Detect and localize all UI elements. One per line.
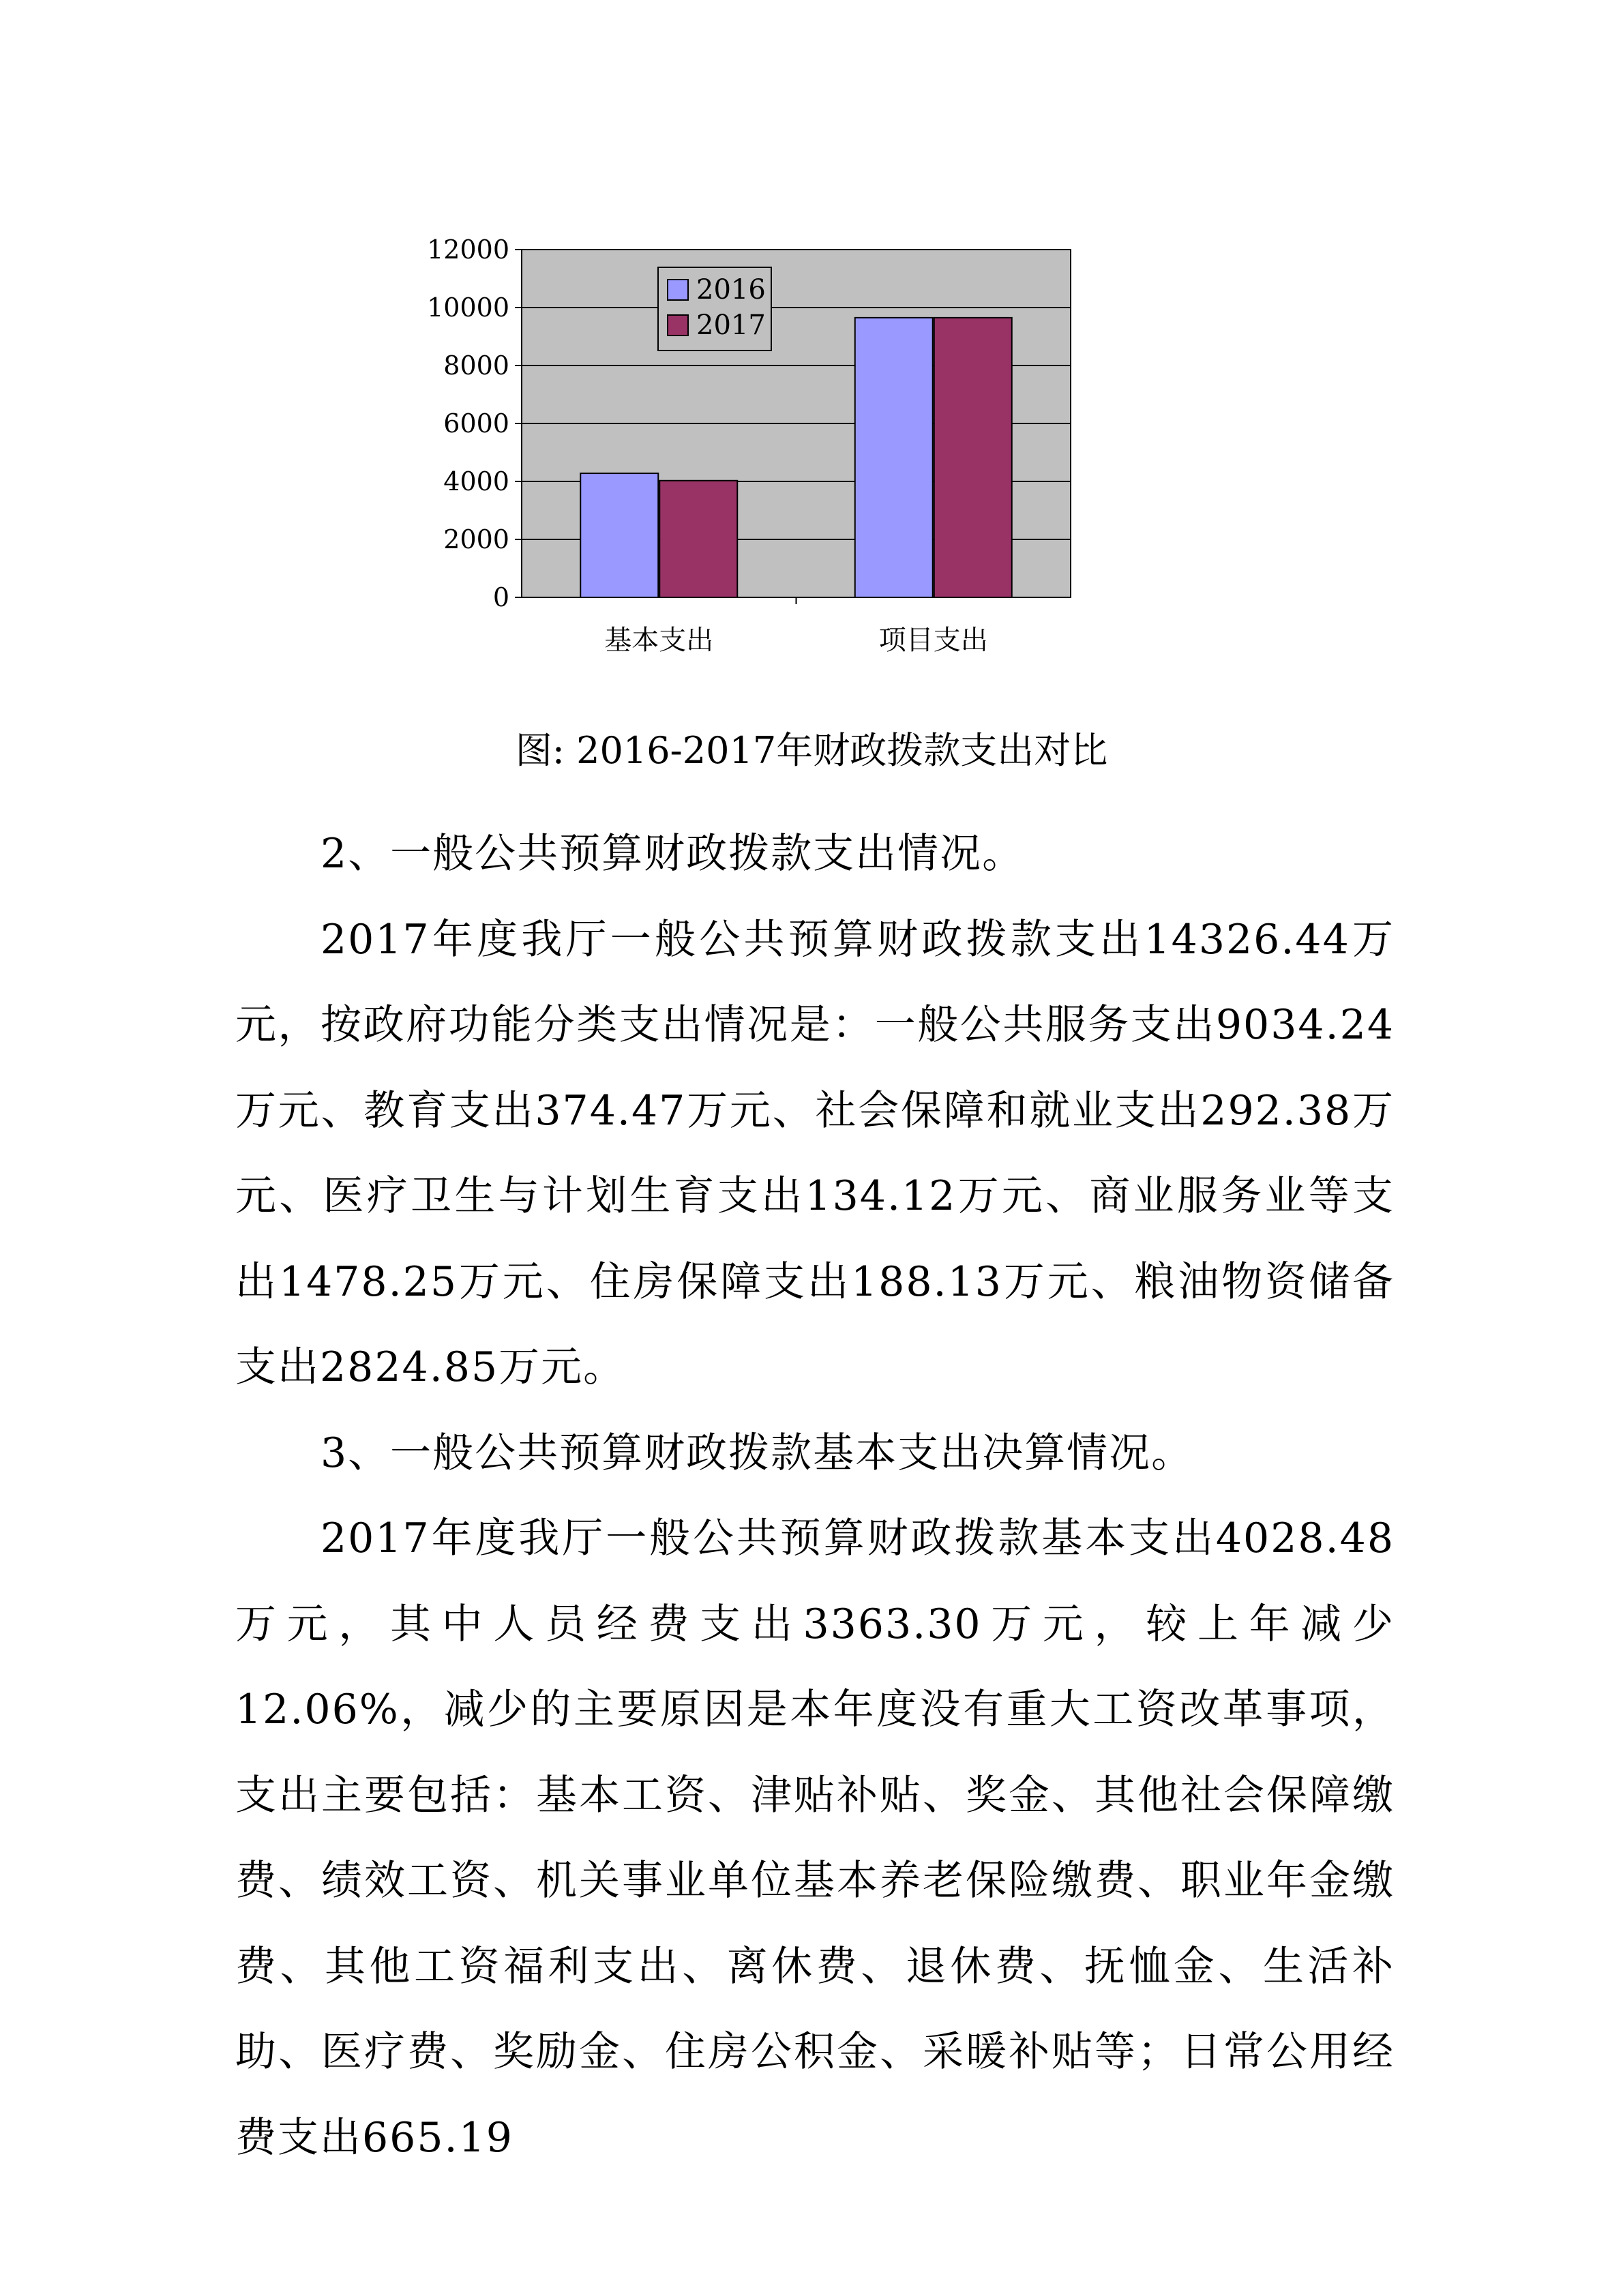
bar-2017-0 [659,481,737,597]
y-tick-label: 4000 [443,466,509,496]
y-tick-label: 2000 [443,524,509,554]
y-tick-label: 12000 [427,235,509,265]
paragraph-general-budget: 2017年度我厅一般公共预算财政拨款支出14326.44万元，按政府功能分类支出情况是：一般公共服务支出9034.24万元、教育支出374.47万元、社会保障和就业支出292.38万元、医疗卫生与计划生育支出134.12万元、商业服务业等支出1478.25万元、住房保障支出188.13万元、粮油物资储备支出2824.85万元。 [235,915,1395,1391]
y-tick-label: 10000 [427,293,509,323]
y-tick-label: 0 [492,582,509,612]
legend-swatch-2016 [668,280,688,300]
legend-swatch-2017 [668,315,688,336]
figure-caption: 图: 2016-2017年财政拨款支出对比 [515,729,1108,772]
y-tick-label: 6000 [443,408,509,438]
section-heading-2: 2、一般公共预算财政拨款支出情况。 [321,830,1025,878]
paragraph-basic-expenditure: 2017年度我厅一般公共预算财政拨款基本支出4028.48万元，其中人员经费支出3363.30万元，较上年减少12.06%，减少的主要原因是本年度没有重大工资改革事项，支出主要包括：基本工资、津贴补贴、奖金、其他社会保障缴费、绩效工资、机关事业单位基本养老保险缴费、职业年金缴费、其他工资福利支出、离休费、退休费、抚恤金、生活补助、医疗费、奖励金、住房公积金、采暖补贴等；日常公用经费支出665.19 [235,1515,1395,2162]
x-category-label: 基本支出 [604,625,714,656]
bar-2017-1 [934,318,1012,597]
bar-2016-0 [580,473,658,597]
bar-2016-1 [855,318,933,597]
expenditure-bar-chart [382,225,1118,675]
legend-label-2016: 2016 [696,274,766,305]
legend-label-2017: 2017 [696,310,766,341]
y-tick-label: 8000 [443,351,509,381]
body-text [235,811,1395,2181]
section-heading-3: 3、一般公共预算财政拨款基本支出决算情况。 [321,1429,1194,1477]
x-category-label: 项目支出 [878,625,988,656]
